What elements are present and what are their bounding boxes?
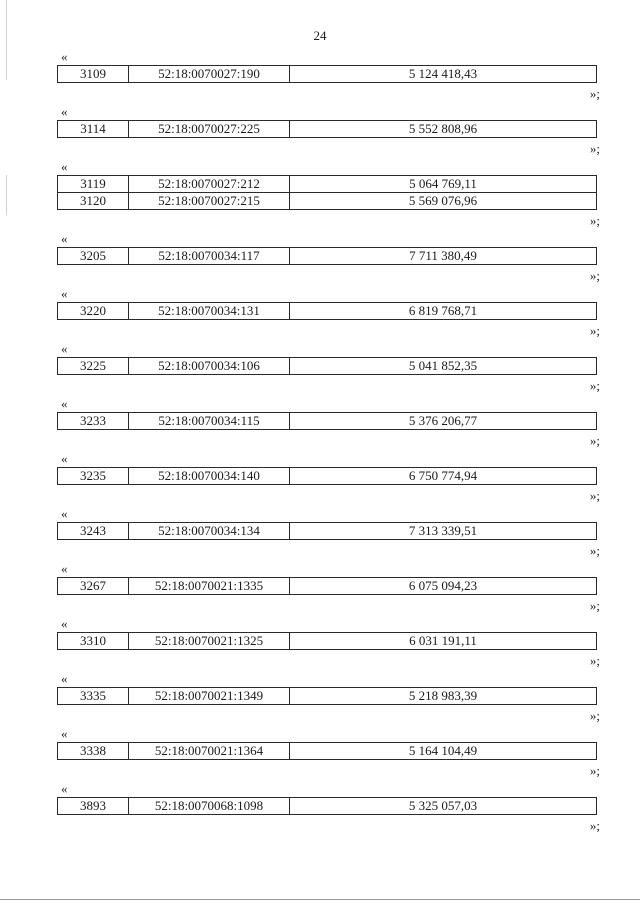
record-blocks	[0, 49, 640, 836]
cadastral-number: 52:18:0070027:215	[129, 193, 290, 210]
cadastral-number: 52:18:0070034:117	[129, 248, 290, 265]
record-block	[0, 671, 640, 726]
cadastral-number: 52:18:0070034:115	[129, 413, 290, 430]
table-row	[58, 66, 597, 83]
cadastral-number: 52:18:0070021:1364	[129, 743, 290, 760]
closing-quote: »;	[589, 653, 600, 668]
opening-quote: «	[61, 231, 68, 246]
cadastral-value: 5 041 852,35	[290, 358, 597, 375]
closing-quote: »;	[589, 323, 600, 338]
table-row	[58, 193, 597, 210]
record-table	[57, 412, 597, 430]
closing-quote: »;	[589, 86, 600, 101]
row-number: 3119	[58, 176, 129, 193]
row-number: 3114	[58, 121, 129, 138]
closing-quote: »;	[589, 763, 600, 778]
cadastral-value: 5 569 076,96	[290, 193, 597, 210]
table-row	[58, 523, 597, 540]
cadastral-number: 52:18:0070034:131	[129, 303, 290, 320]
opening-quote: «	[61, 726, 68, 741]
cadastral-number: 52:18:0070034:134	[129, 523, 290, 540]
table-row	[58, 798, 597, 815]
cadastral-value: 6 750 774,94	[290, 468, 597, 485]
record-block	[0, 231, 640, 286]
closing-quote: »;	[589, 378, 600, 393]
record-table	[57, 247, 597, 265]
table-row	[58, 578, 597, 595]
cadastral-number: 52:18:0070021:1335	[129, 578, 290, 595]
table-row	[58, 176, 597, 193]
row-number: 3205	[58, 248, 129, 265]
opening-quote: «	[61, 159, 68, 174]
record-block	[0, 726, 640, 781]
cadastral-number: 52:18:0070034:106	[129, 358, 290, 375]
row-number: 3235	[58, 468, 129, 485]
row-number: 3225	[58, 358, 129, 375]
table-row	[58, 468, 597, 485]
cadastral-value: 6 031 191,11	[290, 633, 597, 650]
opening-quote: «	[61, 104, 68, 119]
record-block	[0, 561, 640, 616]
record-table	[57, 65, 597, 83]
table-row	[58, 303, 597, 320]
record-table	[57, 302, 597, 320]
cadastral-value: 5 124 418,43	[290, 66, 597, 83]
row-number: 3233	[58, 413, 129, 430]
record-block	[0, 286, 640, 341]
closing-quote: »;	[589, 708, 600, 723]
row-number: 3109	[58, 66, 129, 83]
cadastral-number: 52:18:0070021:1325	[129, 633, 290, 650]
bottom-rule	[0, 899, 640, 900]
record-table	[57, 577, 597, 595]
opening-quote: «	[61, 506, 68, 521]
page-number: 24	[313, 28, 327, 43]
record-block	[0, 104, 640, 159]
record-block	[0, 396, 640, 451]
cadastral-value: 7 711 380,49	[290, 248, 597, 265]
record-table	[57, 797, 597, 815]
record-block	[0, 506, 640, 561]
row-number: 3120	[58, 193, 129, 210]
record-block	[0, 341, 640, 396]
row-number: 3267	[58, 578, 129, 595]
record-table	[57, 742, 597, 760]
cadastral-value: 6 075 094,23	[290, 578, 597, 595]
cadastral-value: 6 819 768,71	[290, 303, 597, 320]
record-block	[0, 451, 640, 506]
opening-quote: «	[61, 561, 68, 576]
cadastral-value: 5 218 983,39	[290, 688, 597, 705]
closing-quote: »;	[589, 433, 600, 448]
row-number: 3335	[58, 688, 129, 705]
table-row	[58, 633, 597, 650]
table-row	[58, 248, 597, 265]
closing-quote: »;	[589, 268, 600, 283]
record-table	[57, 175, 597, 210]
opening-quote: «	[61, 396, 68, 411]
row-number: 3310	[58, 633, 129, 650]
opening-quote: «	[61, 49, 68, 64]
cadastral-number: 52:18:0070034:140	[129, 468, 290, 485]
record-table	[57, 687, 597, 705]
cadastral-value: 5 325 057,03	[290, 798, 597, 815]
cadastral-value: 5 376 206,77	[290, 413, 597, 430]
row-number: 3220	[58, 303, 129, 320]
table-row	[58, 358, 597, 375]
cadastral-number: 52:18:0070068:1098	[129, 798, 290, 815]
row-number: 3243	[58, 523, 129, 540]
cadastral-value: 5 552 808,96	[290, 121, 597, 138]
cadastral-value: 5 064 769,11	[290, 176, 597, 193]
opening-quote: «	[61, 671, 68, 686]
opening-quote: «	[61, 616, 68, 631]
record-table	[57, 120, 597, 138]
record-block	[0, 159, 640, 231]
record-block	[0, 781, 640, 836]
closing-quote: »;	[589, 213, 600, 228]
table-row	[58, 121, 597, 138]
row-number: 3338	[58, 743, 129, 760]
row-number: 3893	[58, 798, 129, 815]
closing-quote: »;	[589, 543, 600, 558]
cadastral-number: 52:18:0070027:225	[129, 121, 290, 138]
closing-quote: »;	[589, 818, 600, 833]
record-table	[57, 632, 597, 650]
cadastral-value: 7 313 339,51	[290, 523, 597, 540]
cadastral-number: 52:18:0070027:212	[129, 176, 290, 193]
closing-quote: »;	[589, 488, 600, 503]
record-table	[57, 357, 597, 375]
cadastral-number: 52:18:0070021:1349	[129, 688, 290, 705]
cadastral-number: 52:18:0070027:190	[129, 66, 290, 83]
opening-quote: «	[61, 341, 68, 356]
record-block	[0, 49, 640, 104]
record-table	[57, 467, 597, 485]
table-row	[58, 688, 597, 705]
table-row	[58, 413, 597, 430]
record-block	[0, 616, 640, 671]
closing-quote: »;	[589, 141, 600, 156]
opening-quote: «	[61, 781, 68, 796]
cadastral-value: 5 164 104,49	[290, 743, 597, 760]
record-table	[57, 522, 597, 540]
closing-quote: »;	[589, 598, 600, 613]
table-row	[58, 743, 597, 760]
opening-quote: «	[61, 286, 68, 301]
opening-quote: «	[61, 451, 68, 466]
